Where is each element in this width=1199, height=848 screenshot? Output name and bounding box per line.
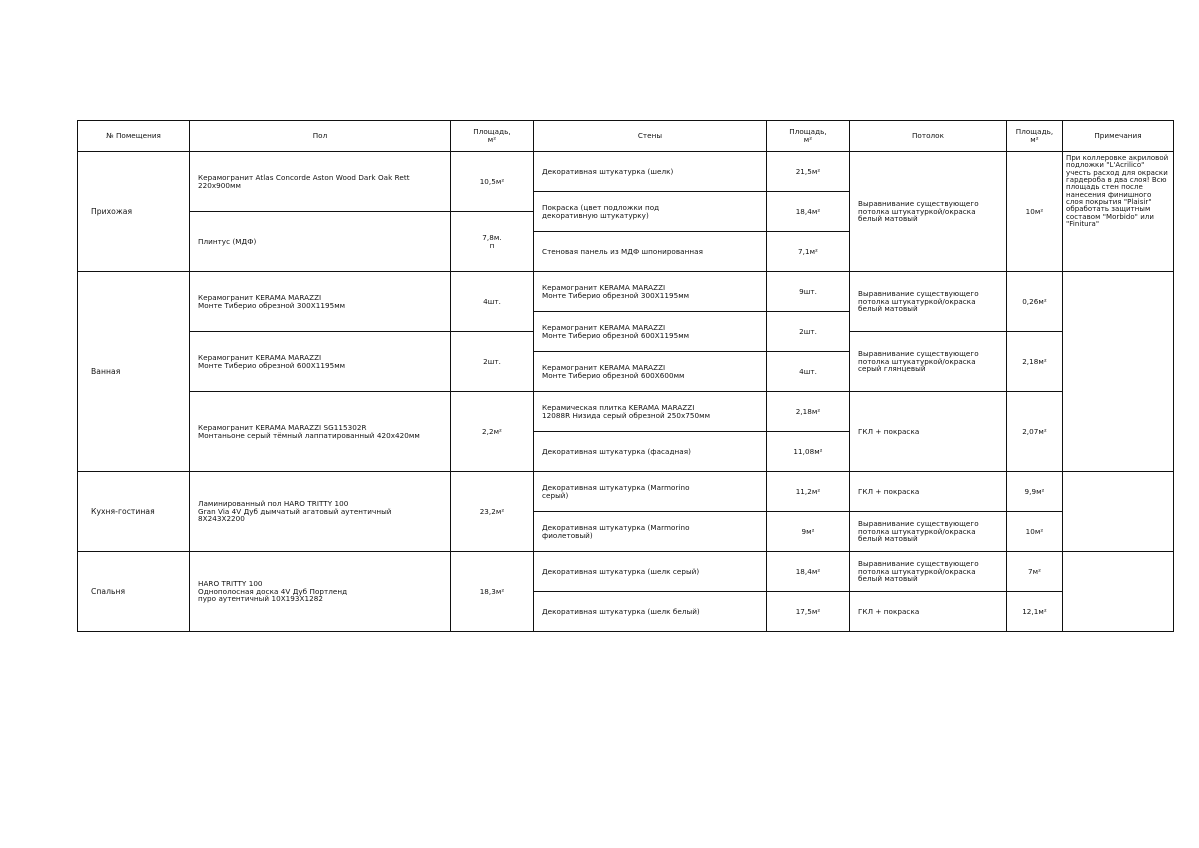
header-area-walls: Площадь, м² xyxy=(767,121,850,152)
room-name-kitchen: Кухня-гостиная xyxy=(78,472,190,552)
table-row xyxy=(78,272,1174,292)
ceiling-area: 12,1м² xyxy=(1007,592,1063,632)
wall-area: 11,2м² xyxy=(767,472,850,512)
ceiling-item: ГКЛ + покраска xyxy=(850,472,1007,512)
ceiling-item: ГКЛ + покраска xyxy=(850,392,1007,472)
floor-area: 4шт. xyxy=(451,272,534,332)
ceiling-area: 7м² xyxy=(1007,552,1063,592)
wall-area: 11,08м² xyxy=(767,432,850,472)
notes-cell-empty xyxy=(1063,472,1174,552)
wall-item: Керамогранит KERAMA MARAZZI Монте Тиберио обрезной 600Х600мм xyxy=(534,352,767,392)
floor-item: Керамогранит KERAMA MARAZZI Монте Тиберио обрезной 300Х1195мм xyxy=(190,272,451,332)
header-walls: Стены xyxy=(534,121,767,152)
wall-item: Керамогранит KERAMA MARAZZI Монте Тиберио обрезной 600Х1195мм xyxy=(534,312,767,352)
floor-item: HARO TRITTY 100 Однополосная доска 4V Дуб Портленд пуро аутентичный 10Х193Х1282 xyxy=(190,552,451,632)
wall-item: Декоративная штукатурка (Marmorino серый) xyxy=(534,472,767,512)
floor-area: 10,5м² xyxy=(451,152,534,212)
finishing-schedule-table xyxy=(77,120,1174,632)
wall-item: Декоративная штукатурка (шелк) xyxy=(534,152,767,192)
wall-area: 2,18м² xyxy=(767,392,850,432)
floor-area: 2,2м² xyxy=(451,392,534,472)
header-area-ceiling: Площадь, м² xyxy=(1007,121,1063,152)
ceiling-area: 2,18м² xyxy=(1007,332,1063,392)
ceiling-area: 9,9м² xyxy=(1007,472,1063,512)
wall-item: Покраска (цвет подложки под декоративную штукатурку) xyxy=(534,192,767,232)
table-row xyxy=(78,552,1174,572)
floor-item: Плинтус (МДФ) xyxy=(190,212,451,272)
ceiling-item: Выравнивание существующего потолка штукатуркой/окраска белый матовый xyxy=(850,152,1007,272)
wall-area: 18,4м² xyxy=(767,192,850,232)
wall-area: 17,5м² xyxy=(767,592,850,632)
header-area-floor: Площадь, м² xyxy=(451,121,534,152)
wall-item: Декоративная штукатурка (фасадная) xyxy=(534,432,767,472)
ceiling-area: 2,07м² xyxy=(1007,392,1063,472)
floor-item: Керамогранит Atlas Concorde Aston Wood Dark Oak Rett 220х900мм xyxy=(190,152,451,212)
room-name-hall: Прихожая xyxy=(78,152,190,272)
wall-item: Стеновая панель из МДФ шпонированная xyxy=(534,232,767,272)
wall-area: 4шт. xyxy=(767,352,850,392)
ceiling-area: 0,26м² xyxy=(1007,272,1063,332)
ceiling-area: 10м² xyxy=(1007,512,1063,552)
ceiling-item: Выравнивание существующего потолка штукатуркой/окраска белый матовый xyxy=(850,512,1007,552)
floor-area: 18,3м² xyxy=(451,552,534,632)
ceiling-area: 10м² xyxy=(1007,152,1063,272)
table-row xyxy=(78,472,1174,492)
wall-item: Декоративная штукатурка (шелк белый) xyxy=(534,592,767,632)
wall-item: Декоративная штукатурка (Marmorino фиолетовый) xyxy=(534,512,767,552)
floor-item: Керамогранит KERAMA MARAZZI Монте Тиберио обрезной 600Х1195мм xyxy=(190,332,451,392)
table-row xyxy=(78,392,1174,412)
header-room: № Помещения xyxy=(78,121,190,152)
notes-cell-empty xyxy=(1063,272,1174,472)
ceiling-item: ГКЛ + покраска xyxy=(850,592,1007,632)
floor-item: Керамогранит KERAMA MARAZZI SG115302R Монтаньоне серый тёмный лаппатированный 420х420мм xyxy=(190,392,451,472)
ceiling-item: Выравнивание существующего потолка штукатуркой/окраска белый матовый xyxy=(850,272,1007,332)
wall-area: 18,4м² xyxy=(767,552,850,592)
wall-area: 21,5м² xyxy=(767,152,850,192)
wall-item: Декоративная штукатурка (шелк серый) xyxy=(534,552,767,592)
wall-area: 7,1м² xyxy=(767,232,850,272)
wall-area: 9м² xyxy=(767,512,850,552)
header-ceiling: Потолок xyxy=(850,121,1007,152)
floor-area: 23,2м² xyxy=(451,472,534,552)
table-row xyxy=(78,152,1174,172)
ceiling-item: Выравнивание существующего потолка штукатуркой/окраска белый матовый xyxy=(850,552,1007,592)
floor-item: Ламинированный пол HARO TRITTY 100 Gran Via 4V Дуб дымчатый агатовый аутентичный 8Х243Х2200 xyxy=(190,472,451,552)
wall-item: Керамическая плитка KERAMA MARAZZI 12088R Низида серый обрезной 250х750мм xyxy=(534,392,767,432)
floor-area: 7,8м. п xyxy=(451,212,534,272)
room-name-bedroom: Спальня xyxy=(78,552,190,632)
floor-area: 2шт. xyxy=(451,332,534,392)
ceiling-item: Выравнивание существующего потолка штукатуркой/окраска серый глянцевый xyxy=(850,332,1007,392)
notes-cell-empty xyxy=(1063,552,1174,632)
notes-cell: При коллеровке акриловой подложки "L'Acrilico" учесть расход для окраски гардероба в два слоя! Всю площадь стен после нанесения финишного слоя покрытия "Plaisir" обработать защитным составом "Morbido" или "Finitura" xyxy=(1063,152,1174,272)
wall-area: 2шт. xyxy=(767,312,850,352)
wall-area: 9шт. xyxy=(767,272,850,312)
room-name-bath: Ванная xyxy=(78,272,190,472)
header-floor: Пол xyxy=(190,121,451,152)
wall-item: Керамогранит KERAMA MARAZZI Монте Тиберио обрезной 300Х1195мм xyxy=(534,272,767,312)
header-row xyxy=(78,121,1174,152)
header-notes: Примечания xyxy=(1063,121,1174,152)
